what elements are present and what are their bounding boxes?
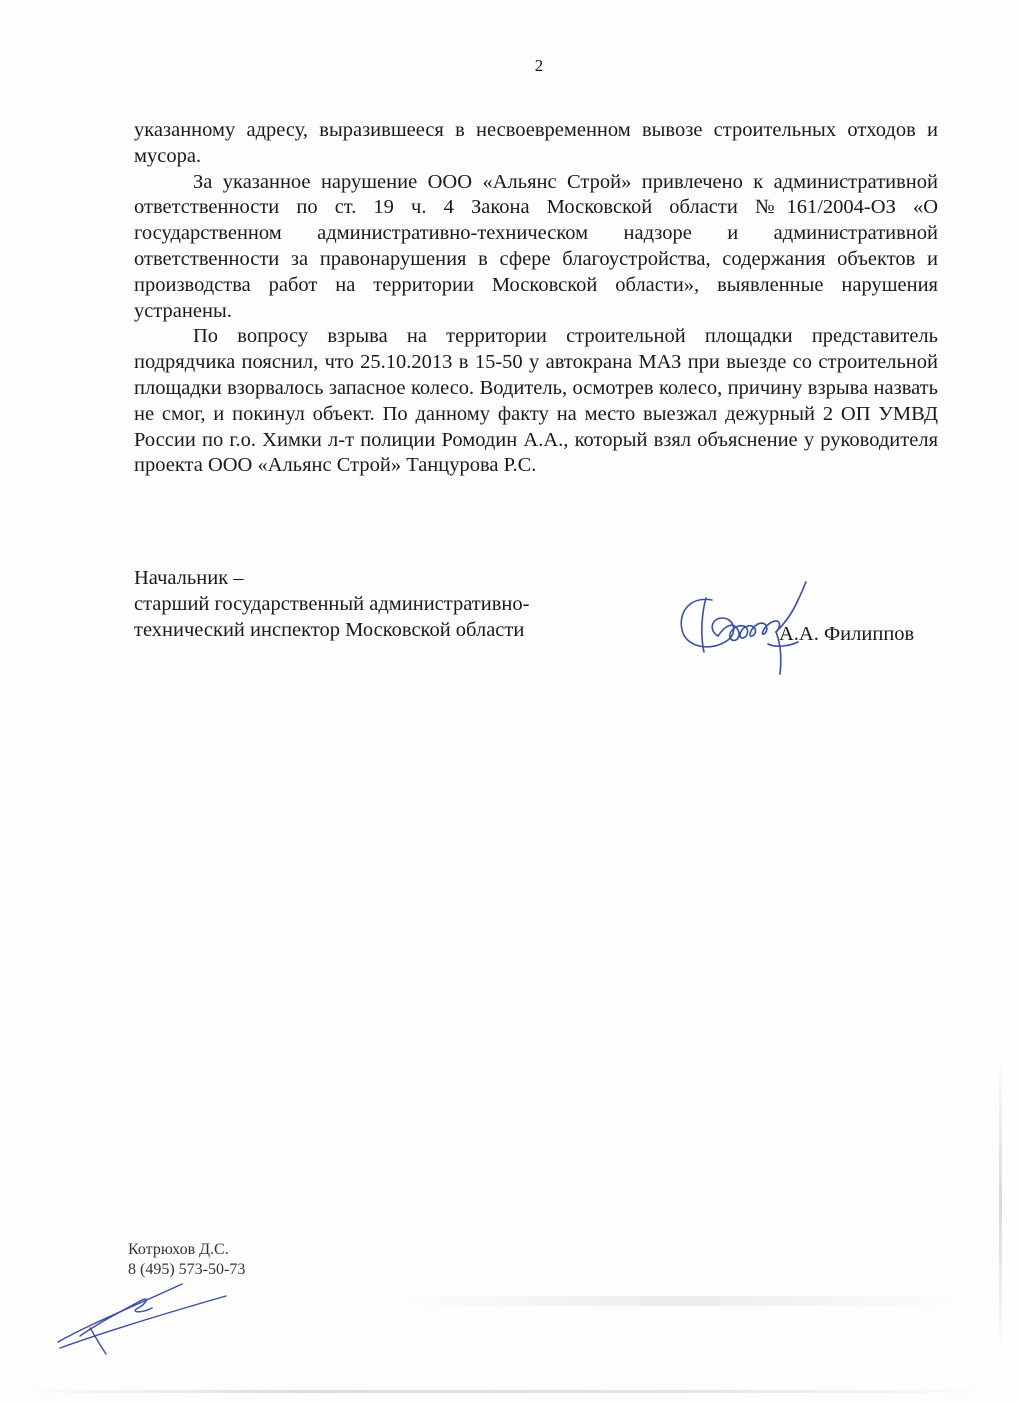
scan-edge bbox=[999, 1050, 1002, 1360]
letter-body bbox=[134, 118, 938, 479]
signer-name: А.А. Филиппов bbox=[779, 623, 915, 645]
position-line: Начальник – bbox=[134, 567, 244, 589]
initials-mark bbox=[50, 1278, 230, 1360]
paragraph-liability: За указанное нарушение ООО «Альянс Строй» привлечено к административной ответственности по ст. 19 ч. 4 Закона Московской области №161/2004-ОЗ «О государственном административно-техническом надзоре и административной ответственности за правонарушения в сфере благоустройства, содержания объектов и производства работ на территории Московской области», выявленные нарушения устранены. bbox=[134, 170, 938, 322]
executor-name: Котрюхов Д.С. bbox=[128, 1241, 229, 1258]
position-line: технический инспектор Московской области bbox=[134, 618, 525, 641]
paragraph-continuation: указанному адресу, выразившееся в несвоевременном вывозе строительных отходов и мусора. bbox=[134, 119, 938, 167]
executor-contact bbox=[128, 1240, 245, 1280]
paragraph-explosion: По вопросу взрыва на территории строительной площадки представитель подрядчика пояснил, что 25.10.2013 в 15-50 у автокрана МАЗ при выезде со строительной площадки взорвалось запасное колесо. Водитель, осмотрев колесо, причину взрыва назвать не смог, и покинул объект. По данному факту на место выезжал дежурный 2 ОП УМВД России по г.о. Химки л-т полиции Ромодин А.А., который взял объяснение у руководителя проекта ООО «Альянс Строй» Танцурова Р.С. bbox=[134, 325, 938, 477]
executor-phone: 8 (495) 573-50-73 bbox=[128, 1261, 246, 1278]
signatory-position bbox=[134, 566, 529, 643]
scan-artifact bbox=[400, 1296, 960, 1306]
position-line: старший государственный административно- bbox=[134, 592, 530, 615]
scan-edge bbox=[0, 1390, 1020, 1393]
page-number: 2 bbox=[534, 56, 544, 75]
